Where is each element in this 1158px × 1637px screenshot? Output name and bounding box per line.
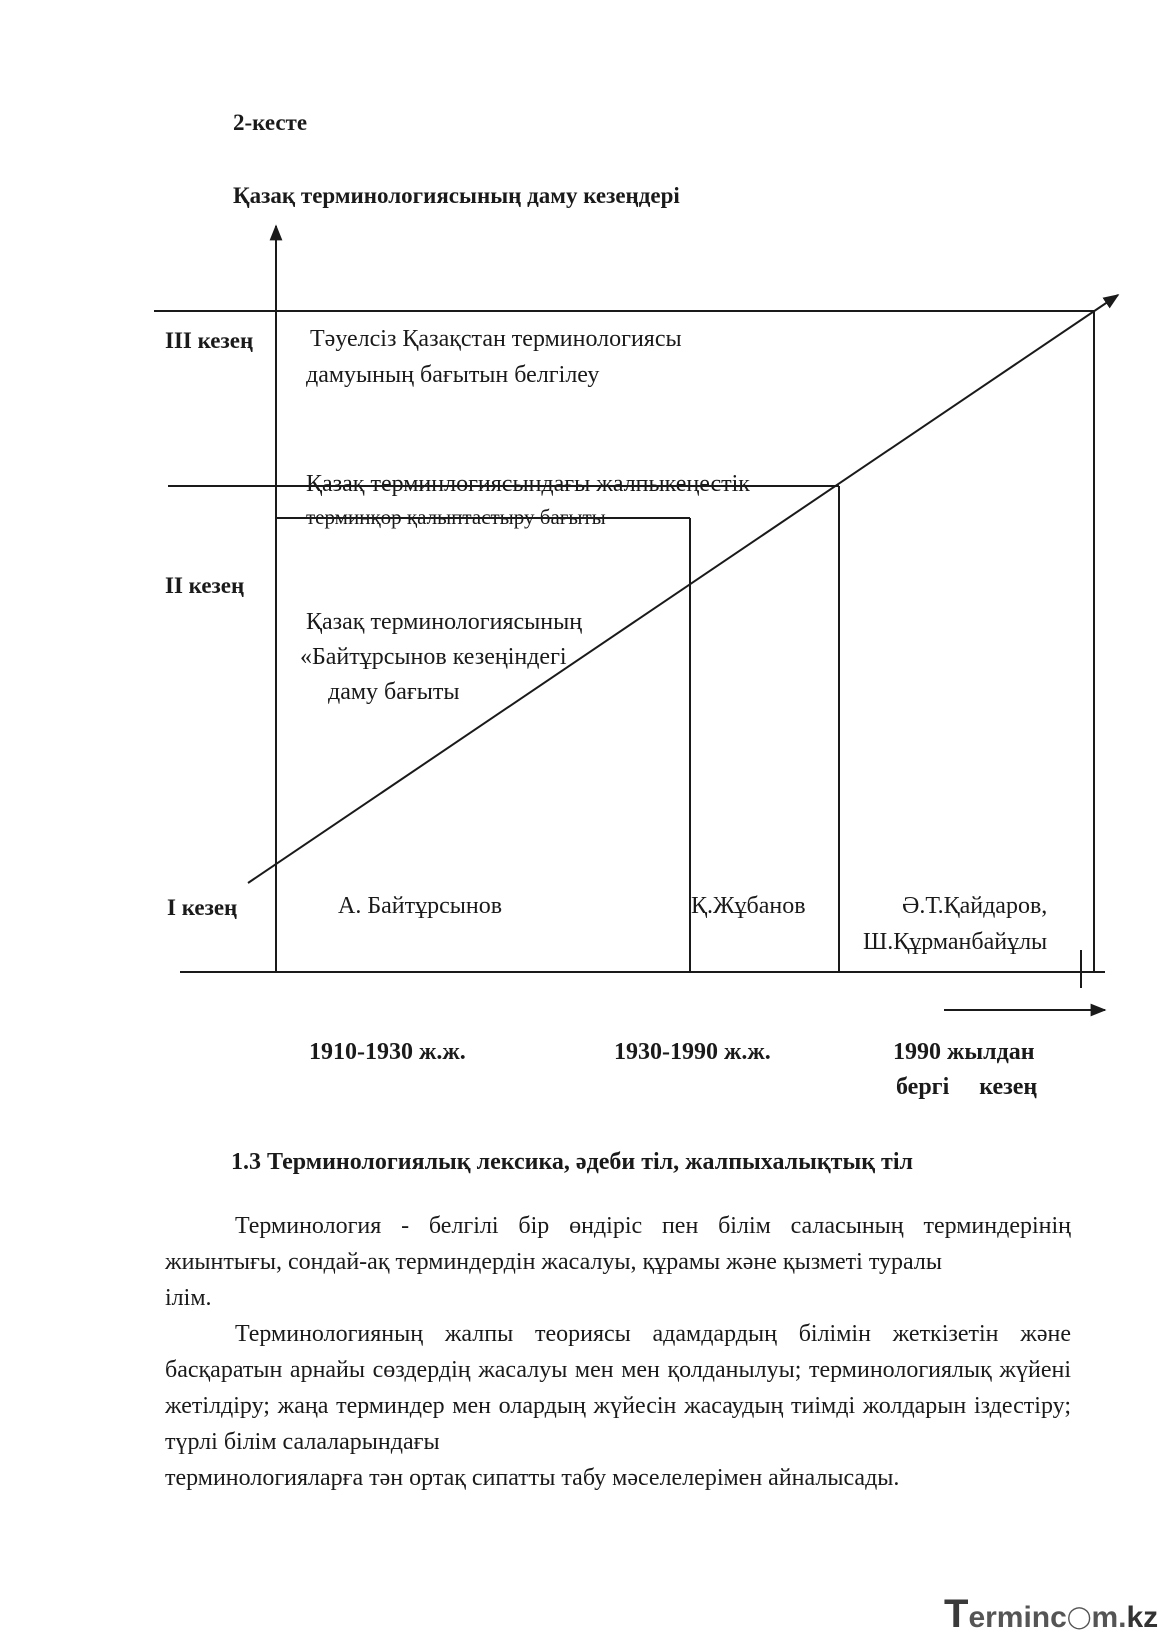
paragraph-1-body: Терминология - белгілі бір өндіріс пен білім саласының терминдерінің жиынтығы, сондай-ақ терминдердін жасалуы, құрамы және қызметі туралы	[165, 1213, 1071, 1275]
body-text	[165, 1208, 1071, 1496]
stage2a-direction-line1: Қазақ терминологиясының	[306, 609, 583, 635]
paragraph-1-last-line: ілім.	[165, 1285, 212, 1311]
stage2-label: ІІ кезең	[165, 573, 245, 598]
paragraph-1	[165, 1208, 1071, 1280]
logo-text-end: m.	[1091, 1601, 1127, 1634]
logo-text-kz: kz	[1126, 1601, 1158, 1634]
stage3-direction-line2: дамуының бағытын белгілеу	[306, 362, 600, 388]
period-1910-1930: 1910-1930 ж.ж.	[309, 1039, 466, 1065]
logo-text-mid: erminc	[968, 1601, 1067, 1634]
period-1990-line2: бергі кезең	[896, 1074, 1038, 1100]
paragraph-2	[165, 1316, 1071, 1460]
stage3-direction-line1: Тәуелсіз Қазақстан терминологиясы	[310, 326, 682, 352]
period-1990-line1: 1990 жылдан	[893, 1039, 1035, 1065]
termincom-logo	[944, 1592, 1158, 1637]
paragraph-2-last-line: терминологияларға тән ортақ сипатты табу мәселелерімен айналысады.	[165, 1465, 900, 1491]
logo-o-icon: ◯	[1066, 1604, 1092, 1629]
stage3-label: ІІІ кезең	[165, 328, 254, 353]
scholar-zhubanov: Қ.Жұбанов	[691, 893, 806, 919]
scholar-baitursynov: А. Байтұрсынов	[338, 893, 503, 919]
diagram-title: Қазақ терминологиясының даму кезеңдері	[233, 183, 680, 208]
stage2b-direction-line2: терминқор қалыптастыру бағыты	[306, 505, 606, 529]
period-1930-1990: 1930-1990 ж.ж.	[614, 1039, 771, 1065]
logo-letter-t: T	[944, 1592, 969, 1636]
table-label: 2-кесте	[233, 110, 308, 135]
paragraph-2-body: Терминологияның жалпы теориясы адамдардың білімін жеткізетін және басқаратын арнайы сөздердің жасалуы мен мен қолданылуы; терминологиялық жүйені жетілдіру; жаңа терминдер мен олардың жүйесін жасаудың тиімді жолдарын іздестіру; түрлі білім салаларындағы	[165, 1321, 1071, 1455]
scholar-kurmanbaiuly: Ш.Құрманбайұлы	[863, 929, 1048, 955]
section-heading: 1.3 Терминологиялық лексика, әдеби тіл, жалпыхалықтық тіл	[231, 1149, 913, 1175]
stage2b-direction-line1: Қазақ терминлогиясындағы жалпыкеңестік	[306, 471, 750, 497]
stage1-label: І кезең	[167, 895, 238, 920]
stage2a-direction-line2: «Байтұрсынов кезеңіндегі	[300, 644, 567, 670]
scholar-kaidarov: Ә.Т.Қайдаров,	[902, 893, 1048, 919]
stage2a-direction-line3: даму бағыты	[328, 679, 460, 705]
